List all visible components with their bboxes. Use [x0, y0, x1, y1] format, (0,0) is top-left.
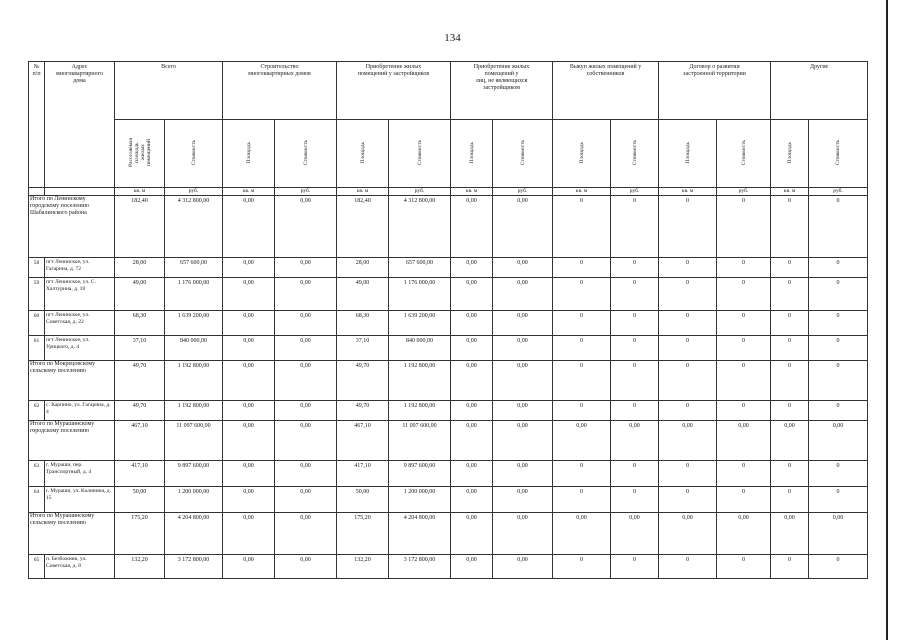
header-row-subcolumns: [29, 120, 868, 188]
subheader-cost: Стоимость: [611, 120, 659, 188]
value-cell: 0,00: [493, 278, 553, 311]
value-cell: 0,00: [451, 401, 493, 421]
page-number: 134: [444, 32, 461, 44]
value-cell: 0,00: [275, 461, 337, 487]
value-cell: 0,00: [451, 487, 493, 513]
unit-label: руб.: [389, 188, 451, 196]
value-cell: 28,00: [115, 258, 165, 278]
value-cell: 49,70: [115, 361, 165, 401]
value-cell: 1 200 000,00: [165, 487, 223, 513]
value-cell: 0,00: [223, 421, 275, 461]
value-cell: 0: [771, 311, 809, 336]
units-row: [29, 188, 868, 196]
value-cell: 0: [771, 487, 809, 513]
value-cell: 0,00: [611, 421, 659, 461]
row-number: 62: [29, 401, 45, 421]
value-cell: 0,00: [275, 555, 337, 579]
value-cell: 0: [809, 258, 868, 278]
value-cell: 0,00: [451, 336, 493, 361]
subtotal-label: Итого по Мурашинскому городскому поселению: [29, 421, 115, 461]
subheader-area: Площадь: [771, 120, 809, 188]
value-cell: 0: [809, 278, 868, 311]
subtotal-label: Итого по Мокрецовскому сельскому поселению: [29, 361, 115, 401]
value-cell: 4 204 800,00: [165, 513, 223, 555]
value-cell: 0,00: [223, 311, 275, 336]
value-cell: 1 192 800,00: [389, 361, 451, 401]
value-cell: 0,00: [493, 401, 553, 421]
group-header-purchase-developers: Приобретение жилых помещений у застройщиков: [337, 62, 451, 120]
value-cell: 0: [809, 401, 868, 421]
subheader-area: Площадь: [659, 120, 717, 188]
value-cell: 49,70: [115, 401, 165, 421]
value-cell: 0: [659, 278, 717, 311]
value-cell: 0,00: [275, 311, 337, 336]
address-cell: пгт Ленинское, ул. Урицкого, д. 4: [45, 336, 115, 361]
value-cell: 0: [771, 196, 809, 258]
value-cell: 0,00: [553, 513, 611, 555]
subheader-cost: Стоимость: [389, 120, 451, 188]
table-row: [29, 401, 868, 421]
value-cell: 0: [659, 487, 717, 513]
subheader-cost: Стоимость: [275, 120, 337, 188]
value-cell: 0: [717, 361, 771, 401]
row-number: 60: [29, 311, 45, 336]
value-cell: 0: [553, 336, 611, 361]
value-cell: 0: [659, 361, 717, 401]
col-address-header: Адрес многоквартирного дома: [45, 62, 115, 188]
value-cell: 0: [809, 487, 868, 513]
value-cell: 0,00: [275, 361, 337, 401]
col-no-header: № п/п: [29, 62, 45, 188]
row-number: 61: [29, 336, 45, 361]
table-row: [29, 555, 868, 579]
address-cell: пгт Ленинское, ул. Советская, д. 22: [45, 311, 115, 336]
value-cell: 0: [717, 311, 771, 336]
value-cell: 0: [717, 401, 771, 421]
value-cell: 1 639 200,00: [165, 311, 223, 336]
value-cell: 0,00: [493, 258, 553, 278]
value-cell: 49,00: [337, 278, 389, 311]
value-cell: 1 176 000,00: [165, 278, 223, 311]
value-cell: 0,00: [659, 421, 717, 461]
value-cell: 0: [553, 401, 611, 421]
value-cell: 0: [659, 401, 717, 421]
value-cell: 0,00: [553, 421, 611, 461]
value-cell: 0,00: [771, 513, 809, 555]
value-cell: 0: [717, 555, 771, 579]
value-cell: 0,00: [275, 258, 337, 278]
value-cell: 0,00: [223, 361, 275, 401]
address-cell: п. Безбожник, ул. Советская, д. 8: [45, 555, 115, 579]
unit-label: руб.: [717, 188, 771, 196]
value-cell: 0: [553, 361, 611, 401]
value-cell: 0: [659, 555, 717, 579]
value-cell: 0: [717, 461, 771, 487]
table-body: [29, 196, 868, 579]
page-edge-line: [886, 0, 888, 640]
unit-label: руб.: [611, 188, 659, 196]
table-row: [29, 278, 868, 311]
value-cell: 175,20: [337, 513, 389, 555]
value-cell: 0: [553, 311, 611, 336]
value-cell: 467,10: [337, 421, 389, 461]
value-cell: 175,20: [115, 513, 165, 555]
value-cell: 0: [771, 278, 809, 311]
value-cell: 0,00: [223, 487, 275, 513]
subheader-cost: Стоимость: [493, 120, 553, 188]
row-number: 65: [29, 555, 45, 579]
resettlement-table: [28, 61, 868, 579]
table-row: [29, 461, 868, 487]
value-cell: 1 176 000,00: [389, 278, 451, 311]
value-cell: 0: [553, 278, 611, 311]
table-row: [29, 311, 868, 336]
value-cell: 0,00: [809, 513, 868, 555]
value-cell: 0: [771, 361, 809, 401]
value-cell: 0: [611, 196, 659, 258]
value-cell: 0,00: [493, 461, 553, 487]
value-cell: 0,00: [223, 555, 275, 579]
value-cell: 68,30: [115, 311, 165, 336]
value-cell: 0: [553, 196, 611, 258]
value-cell: 0,00: [659, 513, 717, 555]
value-cell: 182,40: [115, 196, 165, 258]
value-cell: 4 312 800,00: [389, 196, 451, 258]
value-cell: 132,20: [115, 555, 165, 579]
value-cell: 0: [659, 461, 717, 487]
address-cell: с. Карпино, ул. Гагарина, д. 4: [45, 401, 115, 421]
value-cell: 3 172 800,00: [165, 555, 223, 579]
value-cell: 0,00: [493, 196, 553, 258]
value-cell: 0: [611, 487, 659, 513]
value-cell: 0,00: [275, 278, 337, 311]
value-cell: 11 097 600,00: [165, 421, 223, 461]
subtotal-row: [29, 196, 868, 258]
value-cell: 50,00: [337, 487, 389, 513]
unit-label: кв. м: [553, 188, 611, 196]
value-cell: 0: [553, 487, 611, 513]
unit-label: руб.: [275, 188, 337, 196]
subheader-area-resettled: Расселяемая площадь жилых помещений: [115, 120, 165, 188]
value-cell: 840 000,00: [165, 336, 223, 361]
unit-label: кв. м: [337, 188, 389, 196]
group-header-development-contract: Договор о развитии застроенной территории: [659, 62, 771, 120]
address-cell: пгт Ленинское, ул. С. Халтурина, д. 18: [45, 278, 115, 311]
value-cell: 0: [809, 336, 868, 361]
row-number: 58: [29, 258, 45, 278]
value-cell: 0,00: [223, 336, 275, 361]
value-cell: 0: [659, 196, 717, 258]
value-cell: 0: [809, 461, 868, 487]
value-cell: 0: [771, 336, 809, 361]
value-cell: 0,00: [809, 421, 868, 461]
subheader-cost: Стоимость: [717, 120, 771, 188]
value-cell: 1 192 800,00: [165, 401, 223, 421]
value-cell: 0,00: [493, 555, 553, 579]
table-row: [29, 258, 868, 278]
subheader-area: Площадь: [553, 120, 611, 188]
value-cell: 3 172 800,00: [389, 555, 451, 579]
table-row: [29, 487, 868, 513]
subheader-cost: Стоимость: [809, 120, 868, 188]
value-cell: 49,70: [337, 361, 389, 401]
subtotal-row: [29, 421, 868, 461]
unit-label: кв. м: [115, 188, 165, 196]
value-cell: 0: [717, 487, 771, 513]
value-cell: 0: [717, 196, 771, 258]
value-cell: 4 312 800,00: [165, 196, 223, 258]
value-cell: 417,10: [115, 461, 165, 487]
value-cell: 0: [809, 311, 868, 336]
value-cell: 0: [809, 361, 868, 401]
value-cell: 50,00: [115, 487, 165, 513]
address-cell: г. Мураши, ул. Калинина, д. 15: [45, 487, 115, 513]
subtotal-row: [29, 361, 868, 401]
value-cell: 0: [771, 401, 809, 421]
value-cell: 0,00: [493, 487, 553, 513]
row-number: 64: [29, 487, 45, 513]
value-cell: 0,00: [275, 336, 337, 361]
unit-label: кв. м: [659, 188, 717, 196]
row-number: 59: [29, 278, 45, 311]
header-row-groups: [29, 62, 868, 120]
value-cell: 0,00: [493, 361, 553, 401]
value-cell: 0: [611, 401, 659, 421]
table-row: [29, 336, 868, 361]
value-cell: 0,00: [451, 196, 493, 258]
value-cell: 0: [771, 555, 809, 579]
value-cell: 0,00: [451, 258, 493, 278]
value-cell: 0,00: [717, 513, 771, 555]
address-cell: пгт Ленинское, ул. Гагарина, д. 72: [45, 258, 115, 278]
value-cell: 0: [659, 336, 717, 361]
value-cell: 1 192 800,00: [165, 361, 223, 401]
group-header-buyout: Выкуп жилых помещений у собственников: [553, 62, 659, 120]
subheader-cost: Стоимость: [165, 120, 223, 188]
value-cell: 0: [611, 278, 659, 311]
value-cell: 0,00: [493, 311, 553, 336]
value-cell: 657 600,00: [165, 258, 223, 278]
subheader-area: Площадь: [337, 120, 389, 188]
value-cell: 0,00: [451, 461, 493, 487]
value-cell: 0,00: [451, 278, 493, 311]
subtotal-label: Итого по Ленинскому городскому поселению Шабалинского района: [29, 196, 115, 258]
unit-label: руб.: [493, 188, 553, 196]
value-cell: 0,00: [223, 278, 275, 311]
value-cell: 0,00: [275, 401, 337, 421]
value-cell: 0,00: [223, 513, 275, 555]
value-cell: 657 600,00: [389, 258, 451, 278]
subheader-area: Площадь: [223, 120, 275, 188]
value-cell: 0: [611, 461, 659, 487]
value-cell: 0: [553, 555, 611, 579]
value-cell: 0,00: [451, 555, 493, 579]
subtotal-label: Итого по Мурашинскому сельскому поселению: [29, 513, 115, 555]
value-cell: 840 000,00: [389, 336, 451, 361]
value-cell: 0,00: [451, 311, 493, 336]
value-cell: 0,00: [451, 421, 493, 461]
value-cell: 0: [809, 196, 868, 258]
value-cell: 4 204 800,00: [389, 513, 451, 555]
value-cell: 49,00: [115, 278, 165, 311]
value-cell: 9 897 600,00: [165, 461, 223, 487]
address-cell: г. Мураши, пер. Транспортный, д. 4: [45, 461, 115, 487]
subheader-area: Площадь: [451, 120, 493, 188]
value-cell: 1 192 800,00: [389, 401, 451, 421]
value-cell: 28,00: [337, 258, 389, 278]
group-header-other: Другие: [771, 62, 868, 120]
group-header-construction: Строительство многоквартирных домов: [223, 62, 337, 120]
value-cell: 1 200 000,00: [389, 487, 451, 513]
value-cell: 0,00: [223, 258, 275, 278]
unit-label: кв. м: [451, 188, 493, 196]
value-cell: 0: [717, 258, 771, 278]
value-cell: 0,00: [223, 401, 275, 421]
value-cell: 0,00: [493, 336, 553, 361]
value-cell: 0,00: [223, 461, 275, 487]
value-cell: 0: [771, 258, 809, 278]
value-cell: 0,00: [275, 487, 337, 513]
unit-label: кв. м: [771, 188, 809, 196]
value-cell: 0: [771, 461, 809, 487]
value-cell: 0: [659, 311, 717, 336]
value-cell: 0: [809, 555, 868, 579]
value-cell: 68,30: [337, 311, 389, 336]
value-cell: 467,10: [115, 421, 165, 461]
value-cell: 9 897 600,00: [389, 461, 451, 487]
value-cell: 0,00: [611, 513, 659, 555]
subtotal-row: [29, 513, 868, 555]
group-header-purchase-others: Приобретение жилых помещений у лиц, не являющихся застройщиком: [451, 62, 553, 120]
value-cell: 0,00: [275, 196, 337, 258]
value-cell: 0: [659, 258, 717, 278]
value-cell: 182,40: [337, 196, 389, 258]
value-cell: 0: [717, 278, 771, 311]
value-cell: 417,10: [337, 461, 389, 487]
value-cell: 0,00: [771, 421, 809, 461]
value-cell: 0: [611, 311, 659, 336]
value-cell: 0: [717, 336, 771, 361]
units-blank: [45, 188, 115, 196]
value-cell: 0,00: [493, 421, 553, 461]
value-cell: 0,00: [451, 513, 493, 555]
value-cell: 0,00: [223, 196, 275, 258]
value-cell: 0: [611, 555, 659, 579]
value-cell: 0: [611, 361, 659, 401]
value-cell: 0,00: [493, 513, 553, 555]
value-cell: 132,20: [337, 555, 389, 579]
unit-label: руб.: [809, 188, 868, 196]
value-cell: 49,70: [337, 401, 389, 421]
value-cell: 0: [611, 258, 659, 278]
group-header-total: Всего: [115, 62, 223, 120]
value-cell: 37,10: [337, 336, 389, 361]
value-cell: 0: [553, 258, 611, 278]
value-cell: 0,00: [275, 513, 337, 555]
value-cell: 0,00: [717, 421, 771, 461]
value-cell: 1 639 200,00: [389, 311, 451, 336]
value-cell: 0,00: [275, 421, 337, 461]
unit-label: кв. м: [223, 188, 275, 196]
row-number: 63: [29, 461, 45, 487]
units-blank: [29, 188, 45, 196]
value-cell: 0: [611, 336, 659, 361]
unit-label: руб.: [165, 188, 223, 196]
value-cell: 11 097 600,00: [389, 421, 451, 461]
value-cell: 37,10: [115, 336, 165, 361]
value-cell: 0: [553, 461, 611, 487]
value-cell: 0,00: [451, 361, 493, 401]
